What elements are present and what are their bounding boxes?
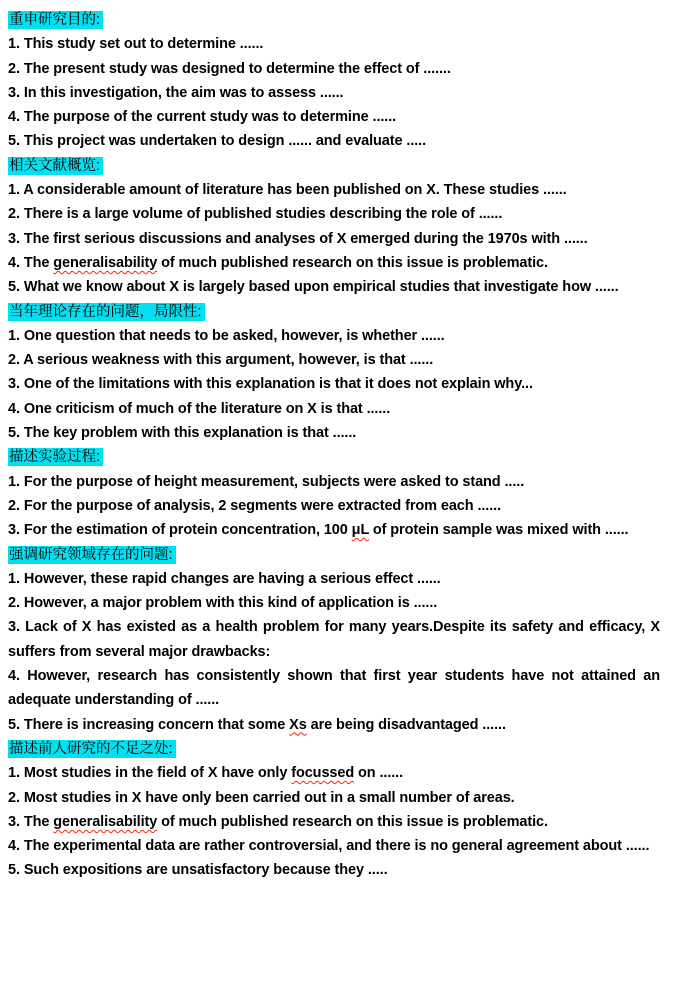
heading-highlight: 描述实验过程: bbox=[8, 448, 103, 466]
section-heading bbox=[8, 543, 660, 567]
sentence-item: 5. The key problem with this explanation is that ...... bbox=[8, 425, 357, 442]
section-heading bbox=[8, 8, 660, 32]
sentence-item: 1. A considerable amount of literature has been published on X. These studies ...... bbox=[8, 182, 567, 199]
section-heading bbox=[8, 445, 660, 469]
sentence-item: 4. The experimental data are rather controversial, and there is no general agreement about ...... bbox=[8, 838, 650, 855]
section-field-problems bbox=[8, 543, 660, 737]
heading-highlight: 强调研究领域存在的问题: bbox=[8, 546, 176, 564]
sentence-item: 2. However, a major problem with this kind of application is ...... bbox=[8, 595, 438, 612]
section-theory-limitations bbox=[8, 300, 660, 446]
section-prior-research-shortcomings bbox=[8, 737, 660, 883]
sentence-item: 5. There is increasing concern that some Xs are being disadvantaged ...... bbox=[8, 716, 506, 733]
sentence-item: 5. This project was undertaken to design ...... and evaluate ..... bbox=[8, 133, 427, 150]
spellcheck-underline: Xs bbox=[289, 716, 307, 733]
sentence-item: 3. In this investigation, the aim was to assess ...... bbox=[8, 84, 344, 101]
section-experiment-process bbox=[8, 445, 660, 542]
sentence-item: 1. Most studies in the field of X have only focussed on ...... bbox=[8, 765, 404, 782]
sentence-item: 1. However, these rapid changes are having a serious effect ...... bbox=[8, 570, 441, 587]
heading-highlight: 相关文献概览: bbox=[8, 157, 103, 175]
sentence-item: 2. The present study was designed to determine the effect of ....... bbox=[8, 60, 451, 77]
spellcheck-underline: generalisability bbox=[53, 254, 158, 271]
sentence-item: 4. The generalisability of much published research on this issue is problematic. bbox=[8, 254, 548, 271]
section-restate-purpose bbox=[8, 8, 660, 154]
spellcheck-underline: generalisability bbox=[53, 813, 158, 830]
sentence-item: 3. Lack of X has existed as a health problem for many years.Despite its safety and efficacy, X suffers from several major drawbacks: bbox=[8, 619, 660, 660]
sentence-item: 2. For the purpose of analysis, 2 segments were extracted from each ...... bbox=[8, 497, 502, 514]
sentence-item: 2. There is a large volume of published studies describing the role of ...... bbox=[8, 206, 503, 223]
section-heading bbox=[8, 154, 660, 178]
sentence-item: 4. However, research has consistently shown that first year students have not attained an adequate understanding of ...... bbox=[8, 668, 660, 709]
sentence-item: 3. One of the limitations with this explanation is that it does not explain why... bbox=[8, 376, 533, 393]
section-heading bbox=[8, 300, 660, 324]
spellcheck-underline: focussed bbox=[291, 765, 355, 782]
section-literature-overview bbox=[8, 154, 660, 300]
sentence-item: 3. For the estimation of protein concentration, 100 μL of protein sample was mixed with ...... bbox=[8, 522, 629, 539]
sentence-item: 5. What we know about X is largely based upon empirical studies that investigate how ...... bbox=[8, 279, 619, 296]
heading-highlight: 重申研究目的: bbox=[8, 11, 103, 29]
heading-highlight: 当年理论存在的问题，局限性: bbox=[8, 303, 205, 321]
section-heading bbox=[8, 737, 660, 761]
sentence-item: 1. For the purpose of height measurement, subjects were asked to stand ..... bbox=[8, 473, 525, 490]
sentence-item: 4. One criticism of much of the literature on X is that ...... bbox=[8, 400, 391, 417]
sentence-item: 2. A serious weakness with this argument, however, is that ...... bbox=[8, 352, 434, 369]
sentence-item: 5. Such expositions are unsatisfactory because they ..... bbox=[8, 862, 388, 879]
sentence-item: 1. This study set out to determine ...... bbox=[8, 36, 264, 53]
sentence-item: 4. The purpose of the current study was to determine ...... bbox=[8, 109, 397, 126]
spellcheck-underline: μL bbox=[351, 522, 369, 539]
sentence-item: 1. One question that needs to be asked, however, is whether ...... bbox=[8, 327, 445, 344]
heading-highlight: 描述前人研究的不足之处: bbox=[8, 740, 176, 758]
sentence-item: 3. The generalisability of much published research on this issue is problematic. bbox=[8, 813, 548, 830]
sentence-item: 2. Most studies in X have only been carried out in a small number of areas. bbox=[8, 789, 515, 806]
sentence-item: 3. The first serious discussions and analyses of X emerged during the 1970s with ...... bbox=[8, 230, 588, 247]
